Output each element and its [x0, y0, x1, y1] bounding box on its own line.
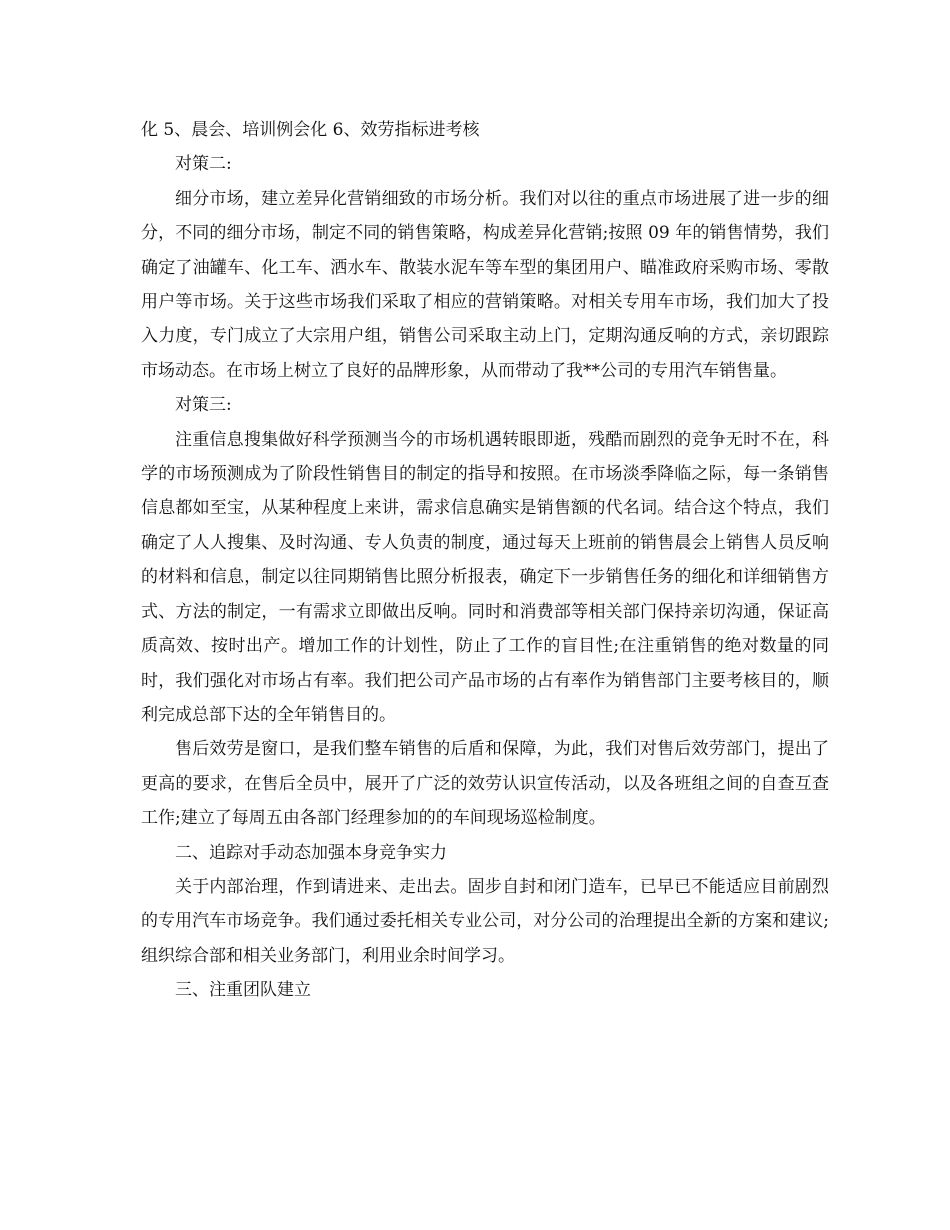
- heading-section-three: 三、注重团队建立: [175, 980, 311, 1001]
- paragraph-internal-management: 关于内部治理，作到请进来、走出去。固步自封和闭门造车，已早已不能适应目前剧烈的专用汽车市场竞争。我们通过委托相关专业公司，对分公司的治理提出全新的方案和建议;组织综合部和相关业务部门，利用业余时间学习。: [141, 876, 829, 966]
- paragraph-continuation: 化 5、晨会、培训例会化 6、效劳指标进考核: [141, 120, 480, 140]
- heading-strategy-two: 对策二:: [175, 154, 232, 175]
- paragraph-market-segmentation: 细分市场，建立差异化营销细致的市场分析。我们对以往的重点市场进展了进一步的细分，不同的细分市场，制定不同的销售策略，构成差异化营销;按照 09 年的销售情势，我们确定了油罐车、化工车、洒水车、散装水泥车等车型的集团用户、瞄准政府采购市场、零散用户等市场。关于这些市场我们采取了相应的营销策略。对相关专用车市场，我们加大了投入力度，专门成立了大宗用户组，销售公司采取主动上门，定期沟通反响的方式，亲切跟踪市场动态。在市场上树立了良好的品牌形象，从而带动了我**公司的专用汽车销售量。: [141, 188, 829, 381]
- paragraph-after-sales-service: 售后效劳是窗口，是我们整车销售的后盾和保障，为此，我们对售后效劳部门，提出了更高的要求，在售后全员中，展开了广泛的效劳认识宣传活动，以及各班组之间的自查互查工作;建立了每周五由各部门经理参加的的车间现场巡检制度。: [141, 739, 829, 829]
- heading-section-two: 二、追踪对手动态加强本身竞争实力: [175, 842, 447, 863]
- document-body: [141, 113, 829, 1008]
- paragraph-information-collection: 注重信息搜集做好科学预测当今的市场机遇转眼即逝，残酷而剧烈的竞争无时不在，科学的市场预测成为了阶段性销售目的制定的指导和按照。在市场淡季降临之际，每一条销售信息都如至宝，从某种程度上来讲，需求信息确实是销售额的代名词。结合这个特点，我们确定了人人搜集、及时沟通、专人负责的制度，通过每天上班前的销售晨会上销售人员反响的材料和信息，制定以往同期销售比照分析报表，确定下一步销售任务的细化和详细销售方式、方法的制定，一有需求立即做出反响。同时和消费部等相关部门保持亲切沟通，保证高质高效、按时出产。增加工作的计划性，防止了工作的盲目性;在注重销售的绝对数量的同时，我们强化对市场占有率。我们把公司产品市场的占有率作为销售部门主要考核目的，顺利完成总部下达的全年销售目的。: [141, 429, 829, 725]
- heading-strategy-three: 对策三:: [175, 395, 232, 416]
